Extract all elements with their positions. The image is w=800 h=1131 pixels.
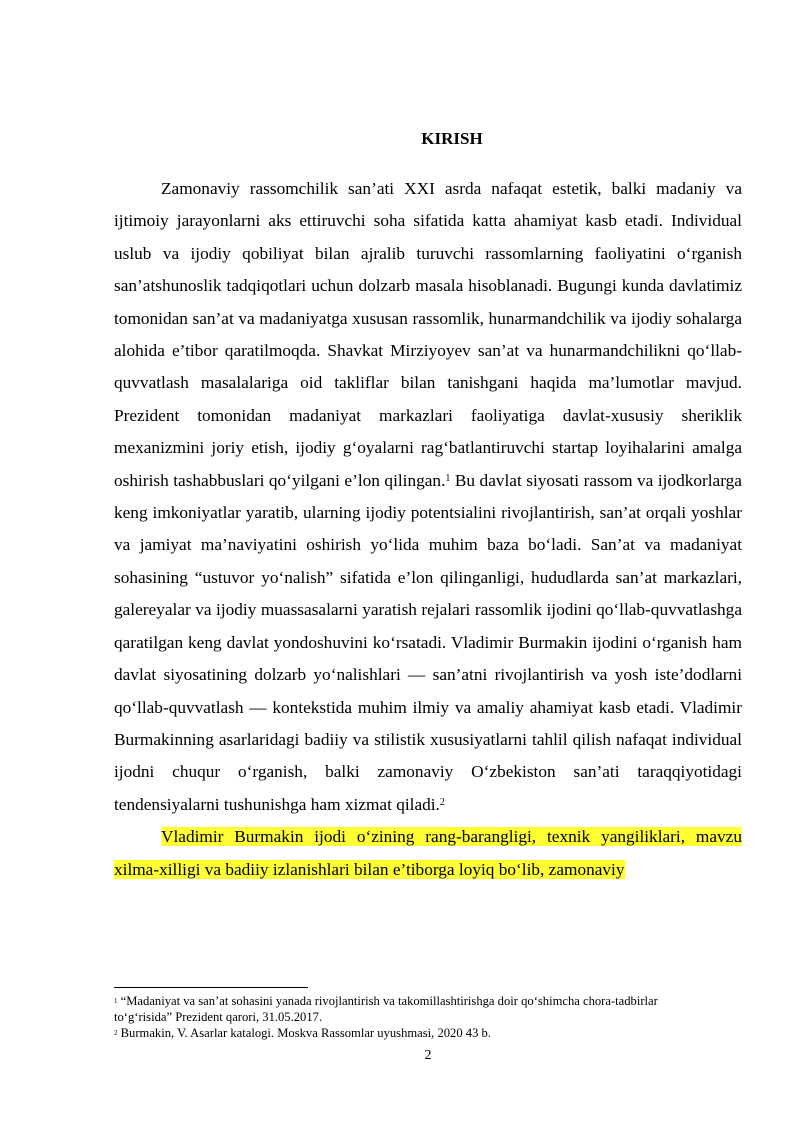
paragraph-intro-part-a: Zamonaviy rassomchilik san’ati XXI asrda nafaqat estetik, balki madaniy va ijtimoiy jarayonlarni aks ettiruvchi soha sifatida katta ahamiyat kasb etadi. Individual uslub va ijodiy qobiliyat bilan ajralib turuvchi rassomlarning faoliyatini o‘rganish san’atshunoslik tadqiqotlari uchun dolzarb masala hisoblanadi. Bugungi kunda davlatimiz tomonidan san’at va madaniyatga xususan rassomlik, hunarmandchilik va ijodiy sohalarga alohida e’tibor qaratilmoqda. Shavkat Mirziyoyev san’at va hunarmandchilikni qo‘llab-quvvatlash masalalariga oid takliflar bilan tanishgani haqida ma’lumotlar mavjud. Prezident tomonidan madaniyat markazlari faoliyatiga davlat-xususiy sheriklik mexanizmini joriy etish, ijodiy g‘oyalarni rag‘batlantiruvchi startap loyihalarini amalga oshirish tashabbuslari qo‘yilgani e’lon qilingan. [114, 179, 742, 490]
paragraph-intro-part-b: Bu davlat siyosati rassom va ijodkorlarga keng imkoniyatlar yaratib, ularning ijodiy potentsialini rivojlantirish, san’at orqali yoshlar va jamiyat ma’naviyatini oshirish yo‘lida muhim baza bo‘ladi. San’at va madaniyat sohasining “ustuvor yo‘nalish” sifatida e’lon qilinganligi, hududlarda san’at markazlari, galereyalar va ijodiy muassasalarni yaratish rejalari rassomlik ijodini qo‘llab-quvvatlashga qaratilgan keng davlat yondoshuvini ko‘rsatadi. Vladimir Burmakin ijodini o‘rganish ham davlat siyosatining dolzarb yo‘nalishlari — san’atni rivojlantirish va yosh iste’dodlarni qo‘llab-quvvatlash — kontekstida muhim ilmiy va amaliy ahamiyat kasb etadi. Vladimir Burmakinning asarlaridagi badiiy va stilistik xususiyatlarni tahlil qilish nafaqat individual ijodni chuqur o‘rganish, balki zamonaviy O‘zbekiston san’ati taraqqiyotidagi tendensiyalarni tushunishga ham xizmat qiladi. [114, 470, 742, 814]
footnote-1 [114, 993, 714, 1025]
footnote-ref-2[interactable]: 2 [439, 796, 445, 808]
footnote-marker-1: 1 [114, 997, 118, 1005]
page-number: 2 [424, 1048, 432, 1063]
footnote-separator [114, 987, 308, 988]
footnote-ref-1[interactable]: 1 [445, 472, 451, 484]
footnote-marker-2: 2 [114, 1029, 118, 1038]
paragraph-highlighted [114, 821, 742, 886]
footnote-2 [114, 1025, 714, 1041]
body-text [114, 173, 742, 886]
section-heading: KIRISH [421, 129, 483, 148]
footnote-1-text: “Madaniyat va san’at sohasini yanada rivojlantirish va takomillashtirishga doir qo‘shimcha chora-tadbirlar to‘g‘risida” Prezident qarori, 31.05.2017. [114, 994, 658, 1025]
paragraph-intro [114, 173, 742, 821]
footnote-2-text: Burmakin, V. Asarlar katalogi. Moskva Rassomlar uyushmasi, 2020 43 b. [117, 1026, 491, 1041]
footnotes [114, 993, 714, 1042]
highlighted-text: Vladimir Burmakin ijodi o‘zining rang-barangligi, texnik yangiliklari, mavzu xilma-xilligi va badiiy izlanishlari bilan e’tiborga loyiq bo‘lib, zamonaviy [114, 827, 742, 879]
